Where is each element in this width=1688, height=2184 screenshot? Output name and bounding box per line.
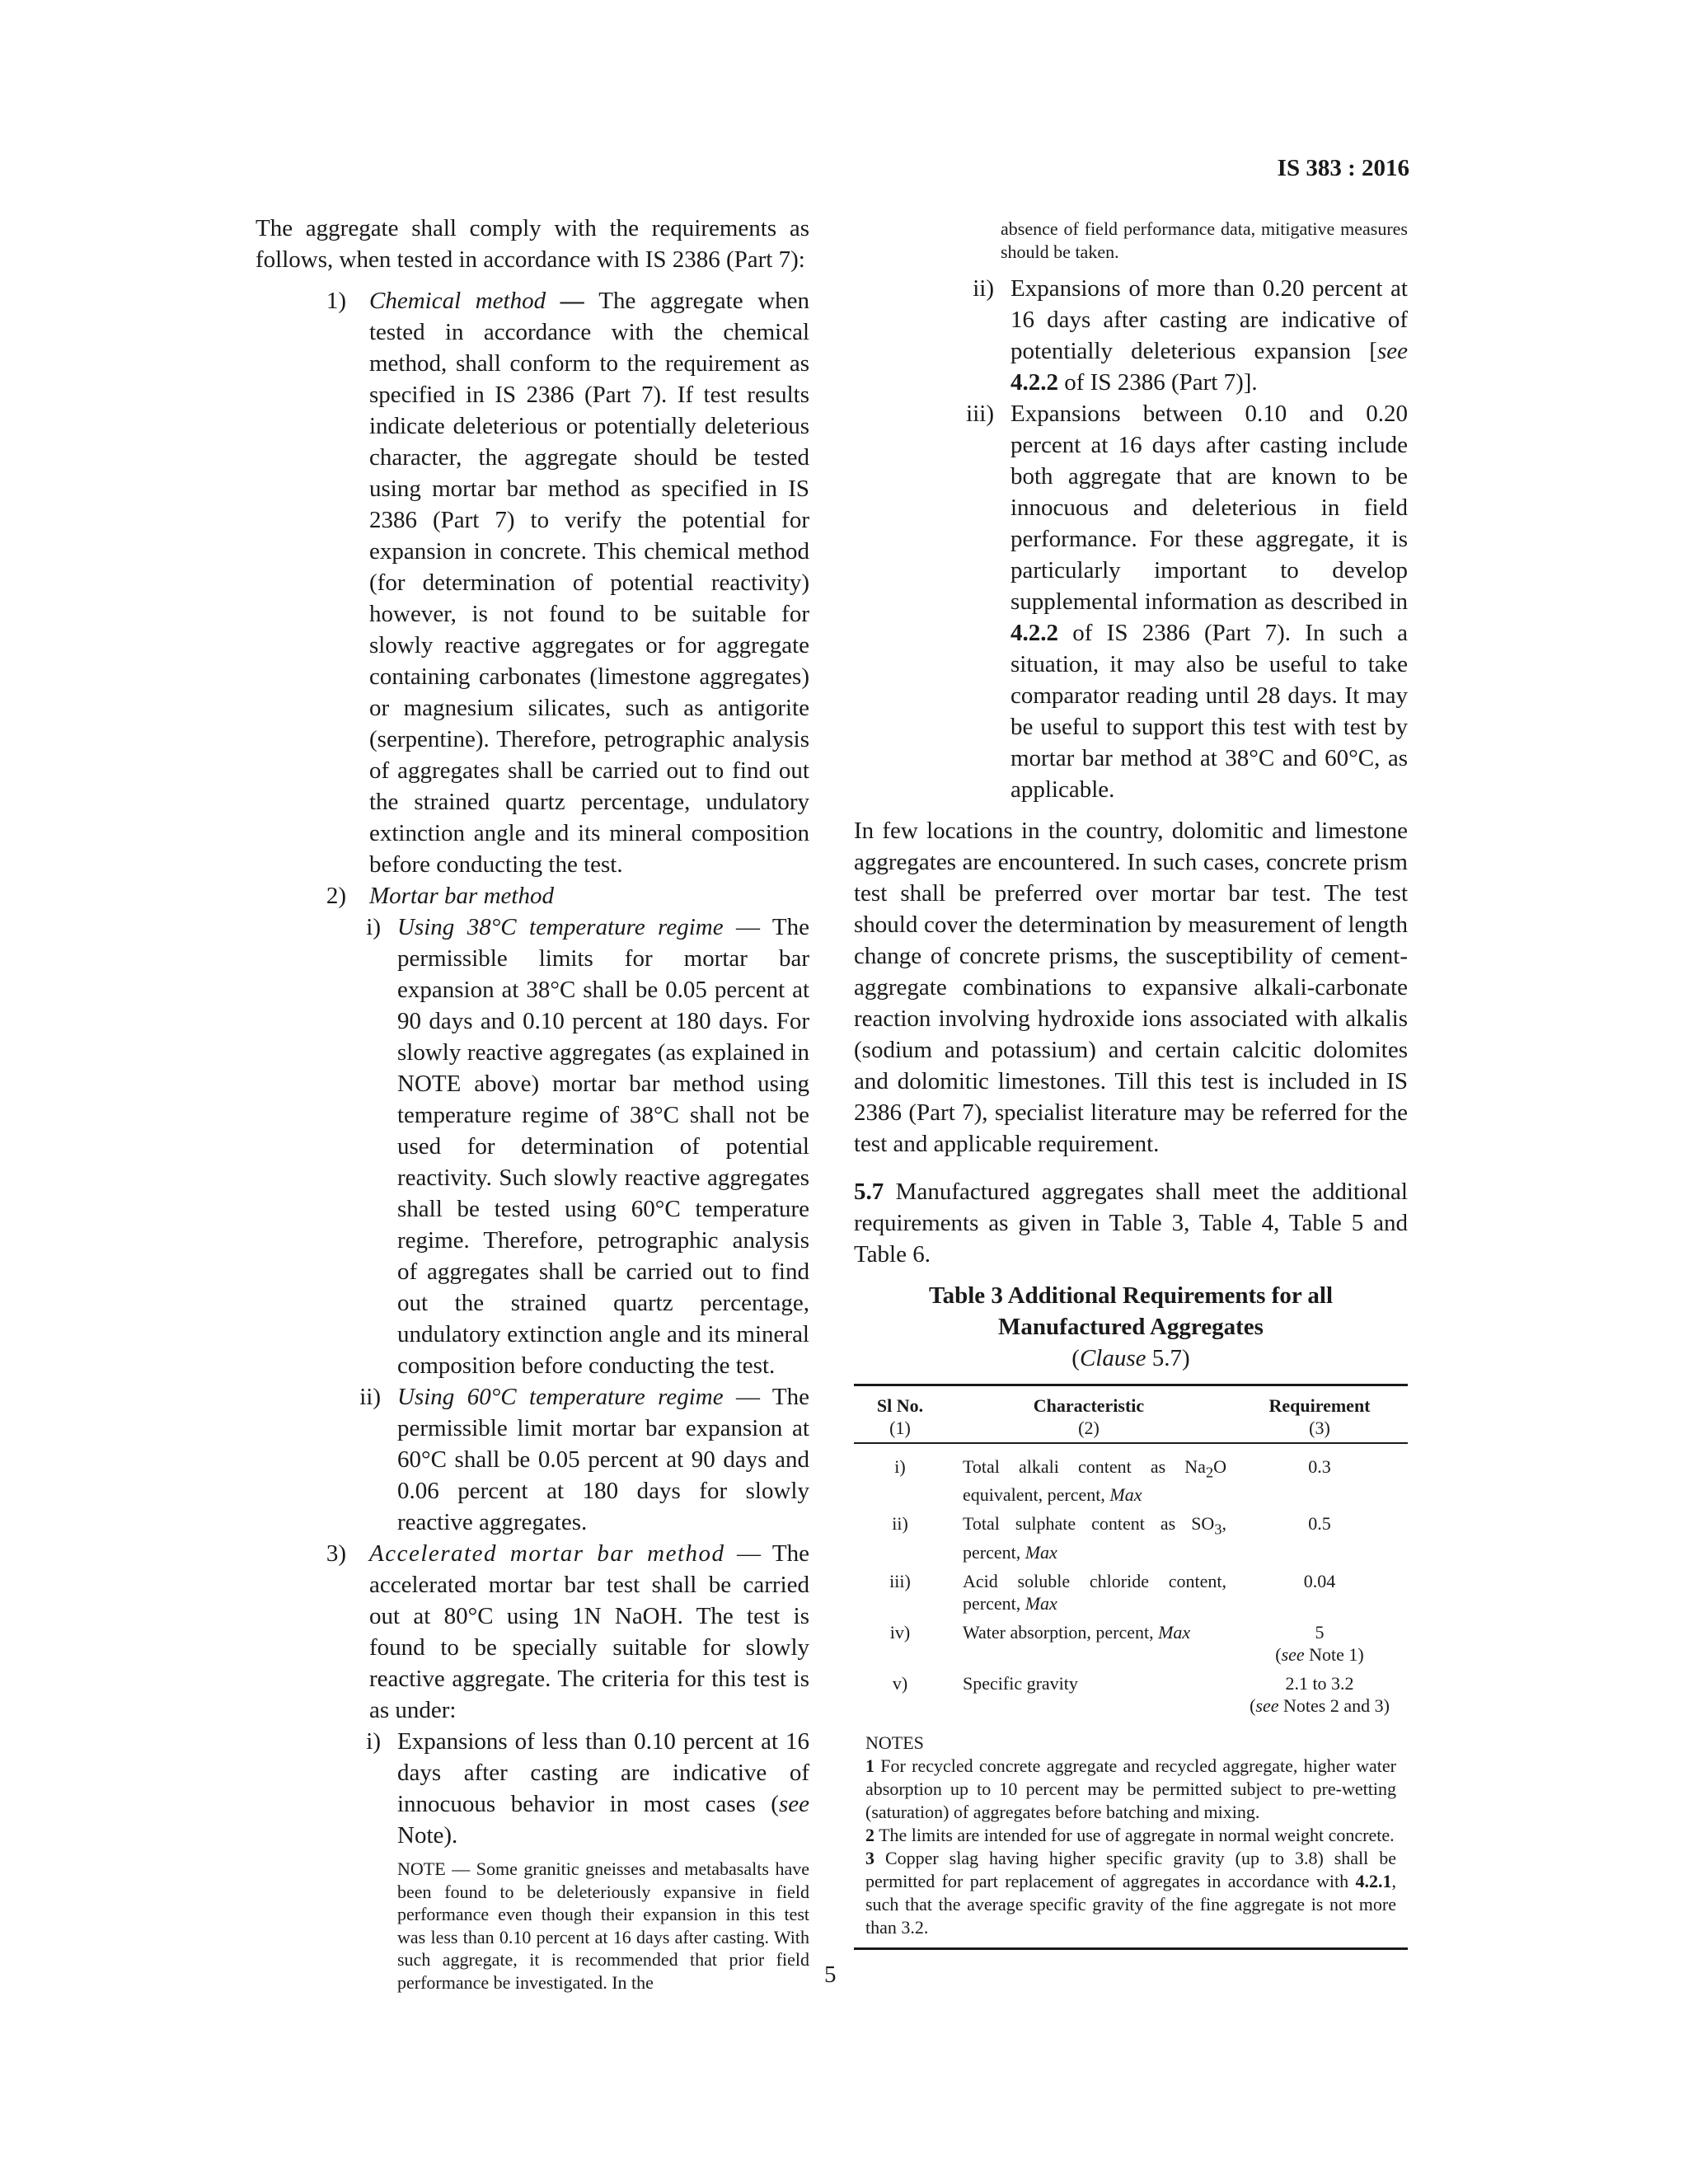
- header-col-num: (1): [889, 1418, 911, 1438]
- clause-ref: 4.2.1: [1355, 1870, 1392, 1891]
- note-text: , such that the average specific gravity of the fine aggregate is not more than 3.2.: [865, 1870, 1396, 1938]
- page-number: 5: [824, 1961, 837, 1988]
- note-text: The limits are intended for use of aggregate in normal weight concrete.: [874, 1824, 1395, 1845]
- list-body: [994, 273, 1408, 398]
- list-number: ii): [973, 275, 994, 302]
- cell-text: , percent,: [963, 1513, 1226, 1563]
- list-body: [381, 912, 809, 1381]
- cell-characteristic: [946, 1618, 1231, 1669]
- max-word: Max: [1025, 1541, 1057, 1563]
- clause-num: 5.7): [1146, 1345, 1190, 1371]
- clause-text: Manufactured aggregates shall meet the additional requirements as given in Table 3, Table 4, Table 5 and Table 6.: [854, 1179, 1408, 1268]
- em-dash: —: [723, 1384, 772, 1410]
- header-col-num: (2): [1078, 1418, 1100, 1438]
- header-label: Requirement: [1268, 1395, 1371, 1416]
- list-number: i): [366, 914, 381, 940]
- max-word: Max: [1109, 1484, 1142, 1506]
- table-notes: [854, 1732, 1408, 1950]
- item-title: Accelerated mortar bar method: [369, 1540, 725, 1567]
- cell-sl: iii): [889, 1570, 911, 1591]
- em-dash: —: [546, 288, 599, 314]
- list-body: [381, 1381, 809, 1538]
- see-word: see: [1255, 1694, 1279, 1716]
- clause-ref: 4.2.2: [1010, 369, 1058, 396]
- header-requirement: [1231, 1385, 1408, 1444]
- see-word: see: [778, 1791, 809, 1817]
- cell-characteristic: [946, 1443, 1231, 1509]
- clause-5-7: [854, 1176, 1408, 1270]
- dolomitic-paragraph: In few locations in the country, dolomitic and limestone aggregates are encountered. In such cases, concrete prism test shall be preferred over mortar bar test. The test should cover the determination by measurement of length change of concrete prisms, the susceptibility of cement-aggregate combinations to expansive alkali-carbonate reaction involving hydroxide ions associated with alkalis (sodium and potassium) and certain calcitic dolomites and dolomitic limestones. Till this test is included in IS 2386 (Part 7), specialist literature may be referred for the test and applicable requirement.: [854, 818, 1408, 1157]
- header-label: Sl No.: [876, 1395, 924, 1416]
- req-note: Notes 2 and 3): [1283, 1694, 1390, 1716]
- note-text: Copper slag having higher specific gravity (up to 3.8) shall be permitted for part replacement of aggregates in accordance with: [865, 1847, 1396, 1891]
- item-text: of IS 2386 (Part 7)].: [1058, 369, 1258, 396]
- item-text: Expansions of more than 0.20 percent at 16 days after casting are indicative of potentially deleterious expansion [: [1010, 275, 1408, 364]
- item-title: Using 60°C temperature regime: [397, 1384, 724, 1410]
- cell-sl: i): [894, 1456, 906, 1477]
- table-title-line1: Table 3 Additional Requirements for all: [928, 1282, 1334, 1309]
- cell-characteristic: [946, 1669, 1231, 1720]
- req-value: 2.1 to 3.2: [1285, 1672, 1354, 1694]
- req-note: Note 1): [1309, 1643, 1364, 1665]
- note-3: [865, 1847, 1396, 1939]
- cell-requirement: 0.5: [1308, 1513, 1331, 1535]
- cell-requirement: 0.04: [1303, 1570, 1336, 1591]
- item-text: The accelerated mortar bar test shall be carried out at 80°C using 1N NaOH. The test is found to be specially suitable for slowly reactive aggregate. The criteria for this test is as under:: [369, 1540, 810, 1723]
- left-column: [256, 213, 809, 1994]
- table-header-row: [854, 1385, 1408, 1444]
- note-number: 2: [865, 1824, 874, 1845]
- item-text: The aggregate when tested in accordance with the chemical method, shall conform to the requirement as specified in IS 2386 (Part 7). If test results indicate deleterious or potentially deleterious character, the aggregate should be tested using mortar bar method as specified in IS 2386 (Part 7) to verify the potential for expansion in concrete. This chemical method (for determination of potential reactivity) however, is not found to be suitable for slowly reactive aggregates or for aggregate containing carbonates (limestone aggregates) or magnesium silicates, such as antigorite (serpentine). Therefore, petrographic analysis of aggregates shall be carried out to find out the strained quartz percentage, undulatory extinction angle and its mineral composition before conducting the test.: [369, 288, 810, 878]
- clause-word: Clause: [1079, 1345, 1146, 1371]
- header-characteristic: [946, 1385, 1231, 1444]
- cell-sl: v): [892, 1672, 908, 1694]
- list-subitem-expansion-more: [951, 273, 1408, 398]
- item-text: The permissible limit mortar bar expansion at 60°C shall be 0.05 percent at 90 days and 0.06 percent at 180 days for slowly reactive aggregates.: [397, 1384, 809, 1535]
- list-item-chemical-method: [303, 285, 809, 880]
- intro-paragraph: The aggregate shall comply with the requirements as follows, when tested in accordance with IS 2386 (Part 7):: [256, 215, 809, 273]
- list-subitem-expansion-less: [338, 1726, 809, 1994]
- list-number: iii): [966, 401, 994, 427]
- cell-text: O equivalent, percent,: [963, 1456, 1226, 1506]
- item-text: of IS 2386 (Part 7). In such a situation, it may also be useful to take comparator reading until 28 days. It may be useful to support this test with test by mortar bar method at 38°C and 60°C, as applicable.: [1010, 620, 1408, 803]
- note-2: [865, 1824, 1396, 1847]
- requirements-table: [854, 1384, 1408, 1720]
- list-subitem-expansion-between: [951, 398, 1408, 805]
- note-1: [865, 1755, 1396, 1824]
- cell-requirement: 5 (see Note 1): [1275, 1621, 1364, 1665]
- list-number: ii): [359, 1384, 381, 1410]
- clause-ref: 4.2.2: [1010, 620, 1058, 646]
- cell-text: Water absorption, percent,: [963, 1621, 1159, 1643]
- list-number: 3): [326, 1540, 346, 1567]
- list-body: [346, 285, 809, 880]
- header-label: Characteristic: [1033, 1395, 1145, 1416]
- table-title-line2: Manufactured Aggregates: [998, 1314, 1264, 1340]
- item-text: Expansions between 0.10 and 0.20 percent at 16 days after casting include both aggregate that are known to be innocuous and deleterious in field performance. For these aggregate, it is particularly important to develop supplemental information as described in: [1010, 401, 1408, 615]
- req-value: 5: [1315, 1621, 1325, 1643]
- item-text: Note).: [397, 1822, 458, 1849]
- list-item-accelerated: [303, 1538, 809, 1726]
- list-body: [994, 398, 1408, 805]
- cell-text: Total alkali content as Na: [963, 1456, 1206, 1477]
- cell-text: Total sulphate content as SO: [963, 1513, 1215, 1535]
- em-dash: —: [724, 1540, 772, 1567]
- table-clause-ref: [854, 1343, 1408, 1374]
- list-item-mortar-bar: [303, 880, 809, 912]
- cell-text: Specific gravity: [963, 1672, 1078, 1694]
- cell-characteristic: [946, 1567, 1231, 1618]
- note-number: 1: [865, 1755, 874, 1776]
- cell-sl: ii): [892, 1513, 908, 1535]
- max-word: Max: [1158, 1621, 1191, 1643]
- list-number: i): [366, 1728, 381, 1755]
- cell-characteristic: [946, 1509, 1231, 1566]
- table-row: [854, 1443, 1408, 1509]
- list-body: [346, 1538, 809, 1726]
- paren: (: [1071, 1345, 1080, 1371]
- cell-sl: iv): [889, 1621, 911, 1643]
- standard-number: IS 383 : 2016: [1277, 155, 1409, 181]
- see-word: see: [1281, 1643, 1305, 1665]
- see-word: see: [1376, 338, 1408, 364]
- item-text: The permissible limits for mortar bar expansion at 38°C shall be 0.05 percent at 90 days and 0.10 percent at 180 days. For slowly reactive aggregates (as explained in NOTE above) mortar bar method using temperature regime of 38°C shall not be used for determination of potential reactivity. Such slowly reactive aggregates shall be tested using 60°C temperature regime. Therefore, petrographic analysis of aggregates shall be carried out to find out the strained quartz percentage, undulatory extinction angle and its mineral composition before conducting the test.: [397, 914, 809, 1379]
- header-col-num: (3): [1309, 1418, 1330, 1438]
- note-granitic: NOTE — Some granitic gneisses and metabasalts have been found to be deleteriously expansive in field performance even though their expansion in this test was less than 0.10 percent at 16 days after casting. With such aggregate, it is recommended that prior field performance be investigated. In the: [397, 1858, 809, 1993]
- item-text: Expansions of less than 0.10 percent at 16 days after casting are indicative of innocuous behavior in most cases (: [397, 1728, 809, 1817]
- list-number: 2): [326, 883, 346, 909]
- item-title: Chemical method: [369, 288, 546, 314]
- item-title: Using 38°C temperature regime: [397, 914, 724, 940]
- list-body: [381, 1726, 809, 1994]
- subscript: 2: [1205, 1464, 1214, 1481]
- list-number: 1): [326, 288, 346, 314]
- note-continuation: absence of field performance data, mitigative measures should be taken.: [1001, 218, 1408, 262]
- list-body: [346, 880, 809, 912]
- header-sl-no: [854, 1385, 946, 1444]
- list-subitem-38c: [338, 912, 809, 1381]
- cell-text: Acid soluble chloride content, percent,: [963, 1570, 1226, 1614]
- cell-requirement: 0.3: [1308, 1456, 1331, 1477]
- item-title: Mortar bar method: [369, 883, 554, 909]
- subscript: 3: [1214, 1521, 1222, 1538]
- note-text: For recycled concrete aggregate and recycled aggregate, higher water absorption up to 10 percent may be permitted subject to pre-wetting (saturation) of aggregates before batching and mixing.: [865, 1755, 1396, 1822]
- note-number: 3: [865, 1847, 874, 1868]
- cell-requirement: 2.1 to 3.2 (see Notes 2 and 3): [1250, 1672, 1390, 1716]
- max-word: Max: [1025, 1592, 1057, 1614]
- right-column: [854, 218, 1408, 1950]
- list-subitem-60c: [338, 1381, 809, 1538]
- table-row: [854, 1509, 1408, 1566]
- em-dash: —: [723, 914, 772, 940]
- table-row: [854, 1567, 1408, 1618]
- notes-title: NOTES: [865, 1732, 924, 1753]
- clause-number: 5.7: [854, 1179, 884, 1205]
- table-row: [854, 1669, 1408, 1720]
- table-row: [854, 1618, 1408, 1669]
